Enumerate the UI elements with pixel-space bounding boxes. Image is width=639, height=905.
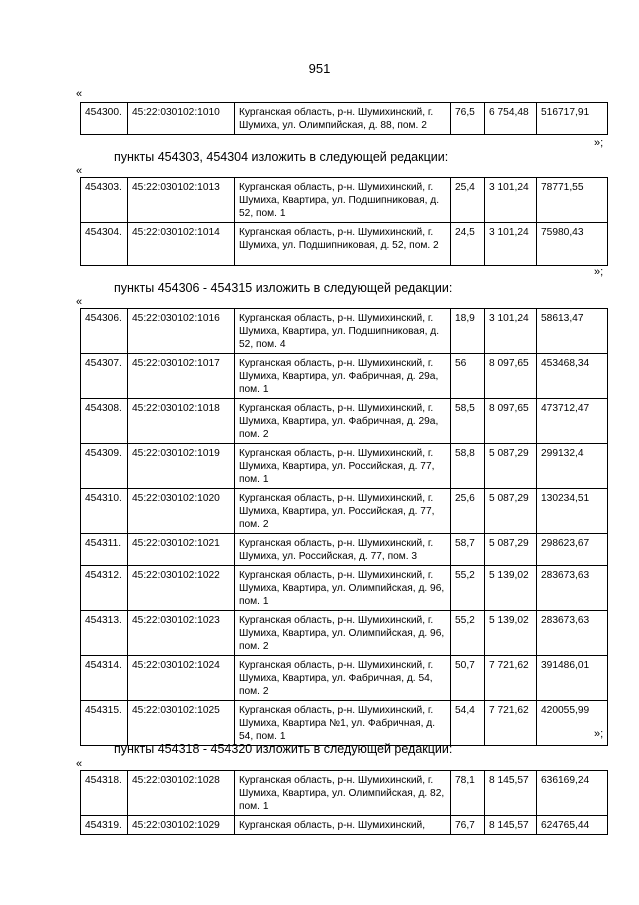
cadastral-number: 45:22:030102:1010 (128, 103, 235, 135)
cadastral-value: 299132,4 (537, 444, 608, 489)
table-row (81, 178, 608, 223)
rate: 8 097,65 (485, 354, 537, 399)
row-number: 454313. (81, 611, 128, 656)
cadastral-value: 78771,55 (537, 178, 608, 223)
address: Курганская область, р-н. Шумихинский, г. Шумиха, Квартира, ул. Фабричная, д. 29а, пом. 2 (235, 399, 451, 444)
cadastral-value: 75980,43 (537, 223, 608, 266)
quote-open: « (76, 296, 83, 308)
cadastral-number: 45:22:030102:1018 (128, 399, 235, 444)
table-row (81, 771, 608, 816)
rate: 6 754,48 (485, 103, 537, 135)
row-number: 454310. (81, 489, 128, 534)
cadastral-value: 453468,34 (537, 354, 608, 399)
area: 50,7 (451, 656, 485, 701)
rate: 3 101,24 (485, 178, 537, 223)
address: Курганская область, р-н. Шумихинский, г. Шумиха, Квартира, ул. Олимпийская, д. 96, пом. 1 (235, 566, 451, 611)
row-number: 454312. (81, 566, 128, 611)
property-table-block-0 (80, 102, 608, 135)
row-number: 454304. (81, 223, 128, 266)
area: 54,4 (451, 701, 485, 746)
cadastral-value: 298623,67 (537, 534, 608, 566)
table-row (81, 399, 608, 444)
address: Курганская область, р-н. Шумихинский, г. Шумиха, Квартира, ул. Российская, д. 77, пом. 2 (235, 489, 451, 534)
rate: 7 721,62 (485, 656, 537, 701)
property-table-block-3 (80, 770, 608, 835)
amendment-instruction: пункты 454303, 454304 изложить в следующей редакции: (114, 150, 449, 164)
cadastral-number: 45:22:030102:1013 (128, 178, 235, 223)
cadastral-value: 636169,24 (537, 771, 608, 816)
rate: 8 097,65 (485, 399, 537, 444)
row-number: 454303. (81, 178, 128, 223)
cadastral-value: 420055,99 (537, 701, 608, 746)
row-number: 454300. (81, 103, 128, 135)
property-table-block-2 (80, 308, 608, 746)
area: 76,7 (451, 816, 485, 835)
address: Курганская область, р-н. Шумихинский, г. Шумиха, ул. Российская, д. 77, пом. 3 (235, 534, 451, 566)
table-row (81, 103, 608, 135)
amendment-instruction: пункты 454318 - 454320 изложить в следующей редакции: (114, 742, 453, 756)
address: Курганская область, р-н. Шумихинский, г. Шумиха, Квартира, ул. Российская, д. 77, пом. 1 (235, 444, 451, 489)
address: Курганская область, р-н. Шумихинский, (235, 816, 451, 835)
table-row (81, 309, 608, 354)
rate: 5 087,29 (485, 444, 537, 489)
rate: 5 139,02 (485, 566, 537, 611)
area: 55,2 (451, 611, 485, 656)
cadastral-number: 45:22:030102:1024 (128, 656, 235, 701)
row-number: 454319. (81, 816, 128, 835)
table-row (81, 701, 608, 746)
cadastral-value: 391486,01 (537, 656, 608, 701)
cadastral-value: 283673,63 (537, 566, 608, 611)
quote-open: « (76, 165, 83, 177)
cadastral-value: 516717,91 (537, 103, 608, 135)
cadastral-value: 58613,47 (537, 309, 608, 354)
quote-close: »; (594, 728, 604, 740)
area: 58,8 (451, 444, 485, 489)
address: Курганская область, р-н. Шумихинский, г. Шумиха, Квартира, ул. Олимпийская, д. 96, пом. 2 (235, 611, 451, 656)
row-number: 454307. (81, 354, 128, 399)
cadastral-number: 45:22:030102:1021 (128, 534, 235, 566)
cadastral-number: 45:22:030102:1014 (128, 223, 235, 266)
row-number: 454315. (81, 701, 128, 746)
rate: 8 145,57 (485, 816, 537, 835)
cadastral-value: 624765,44 (537, 816, 608, 835)
table-row (81, 223, 608, 266)
area: 25,6 (451, 489, 485, 534)
area: 55,2 (451, 566, 485, 611)
cadastral-value: 130234,51 (537, 489, 608, 534)
cadastral-number: 45:22:030102:1016 (128, 309, 235, 354)
cadastral-number: 45:22:030102:1019 (128, 444, 235, 489)
quote-open: « (76, 88, 83, 100)
quote-close: »; (594, 266, 604, 278)
cadastral-number: 45:22:030102:1025 (128, 701, 235, 746)
table-row (81, 656, 608, 701)
rate: 5 087,29 (485, 534, 537, 566)
area: 25,4 (451, 178, 485, 223)
row-number: 454314. (81, 656, 128, 701)
address: Курганская область, р-н. Шумихинский, г. Шумиха, Квартира №1, ул. Фабричная, д. 54, пом. 1 (235, 701, 451, 746)
area: 56 (451, 354, 485, 399)
rate: 3 101,24 (485, 309, 537, 354)
address: Курганская область, р-н. Шумихинский, г. Шумиха, Квартира, ул. Фабричная, д. 54, пом. 2 (235, 656, 451, 701)
table-row (81, 566, 608, 611)
area: 58,5 (451, 399, 485, 444)
row-number: 454308. (81, 399, 128, 444)
property-table-block-1 (80, 177, 608, 266)
rate: 8 145,57 (485, 771, 537, 816)
cadastral-number: 45:22:030102:1028 (128, 771, 235, 816)
cadastral-number: 45:22:030102:1022 (128, 566, 235, 611)
quote-open: « (76, 758, 83, 770)
address: Курганская область, р-н. Шумихинский, г. Шумиха, ул. Подшипниковая, д. 52, пом. 2 (235, 223, 451, 266)
area: 18,9 (451, 309, 485, 354)
page-number: 951 (308, 61, 331, 76)
rate: 5 087,29 (485, 489, 537, 534)
quote-close: »; (594, 137, 604, 149)
cadastral-number: 45:22:030102:1023 (128, 611, 235, 656)
area: 24,5 (451, 223, 485, 266)
cadastral-number: 45:22:030102:1029 (128, 816, 235, 835)
row-number: 454311. (81, 534, 128, 566)
table-row (81, 534, 608, 566)
rate: 7 721,62 (485, 701, 537, 746)
area: 58,7 (451, 534, 485, 566)
address: Курганская область, р-н. Шумихинский, г. Шумиха, ул. Олимпийская, д. 88, пом. 2 (235, 103, 451, 135)
rate: 3 101,24 (485, 223, 537, 266)
cadastral-value: 473712,47 (537, 399, 608, 444)
address: Курганская область, р-н. Шумихинский, г. Шумиха, Квартира, ул. Фабричная, д. 29а, пом. 1 (235, 354, 451, 399)
cadastral-value: 283673,63 (537, 611, 608, 656)
cadastral-number: 45:22:030102:1020 (128, 489, 235, 534)
table-row (81, 816, 608, 835)
table-row (81, 611, 608, 656)
rate: 5 139,02 (485, 611, 537, 656)
table-row (81, 354, 608, 399)
area: 76,5 (451, 103, 485, 135)
amendment-instruction: пункты 454306 - 454315 изложить в следующей редакции: (114, 281, 453, 295)
table-row (81, 444, 608, 489)
address: Курганская область, р-н. Шумихинский, г. Шумиха, Квартира, ул. Подшипниковая, д. 52, пом. 4 (235, 309, 451, 354)
row-number: 454318. (81, 771, 128, 816)
cadastral-number: 45:22:030102:1017 (128, 354, 235, 399)
table-row (81, 489, 608, 534)
row-number: 454309. (81, 444, 128, 489)
address: Курганская область, р-н. Шумихинский, г. Шумиха, Квартира, ул. Олимпийская, д. 82, пом. 1 (235, 771, 451, 816)
area: 78,1 (451, 771, 485, 816)
address: Курганская область, р-н. Шумихинский, г. Шумиха, Квартира, ул. Подшипниковая, д. 52, пом. 1 (235, 178, 451, 223)
row-number: 454306. (81, 309, 128, 354)
